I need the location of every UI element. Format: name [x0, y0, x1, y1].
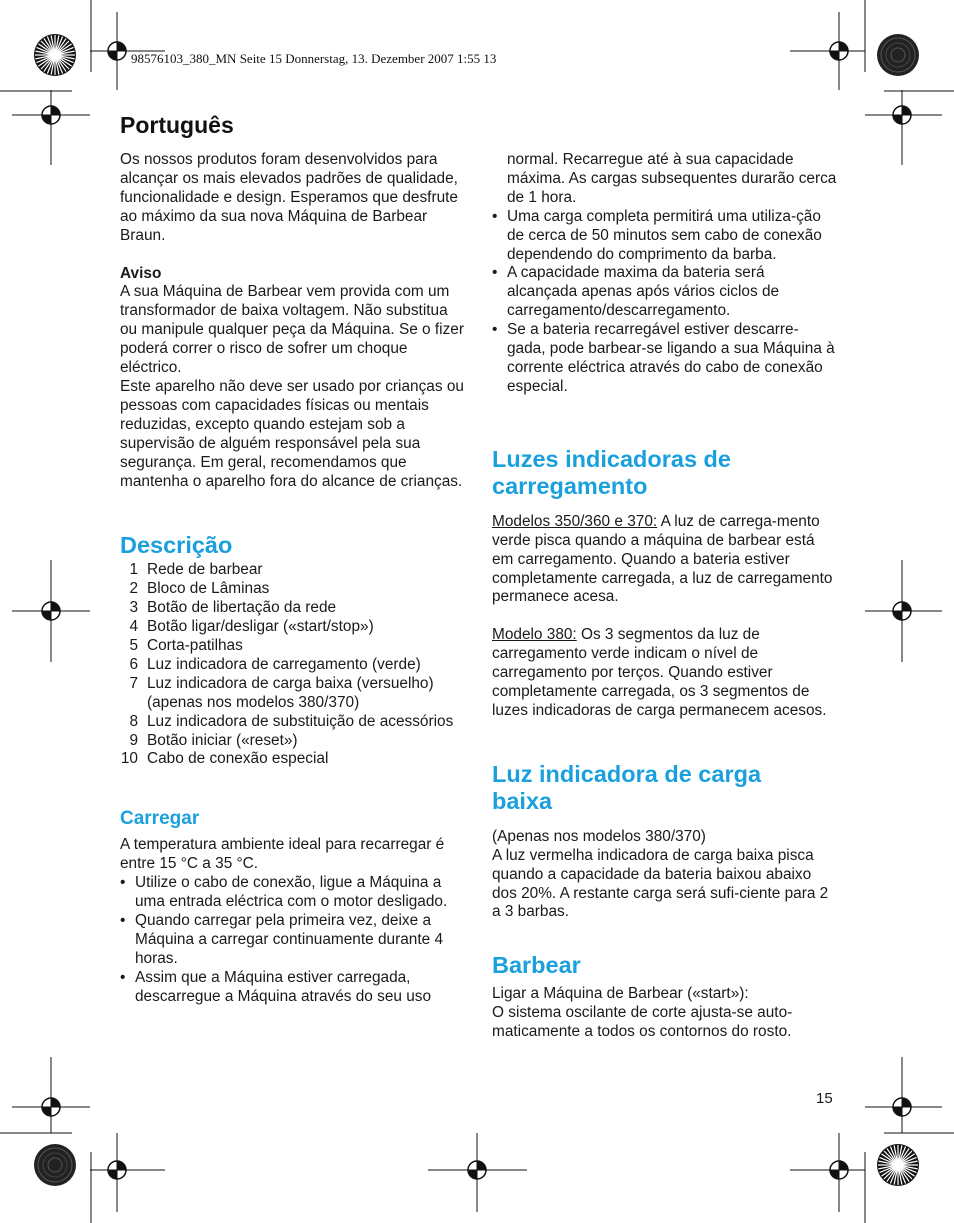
list-item: 4 Botão ligar/desligar («start/stop») [129, 618, 374, 636]
list-item: 2 Bloco de Lâminas [129, 580, 270, 598]
charge-lights-paragraph-1: Modelos 350/360 e 370: A luz de carrega-mento verde pisca quando a máquina de barbear está em carregamento. Quando a bateria estiver completamente carregada, a luz de carregamento permanece acesa. [492, 512, 833, 606]
charging-intro: A temperatura ambiente ideal para recarregar é entre 15 °C a 35 °C. [120, 836, 445, 873]
charge-lights-paragraph-2: Modelo 380: Os 3 segmentos da luz de carregamento verde indicam o nível de carregamento por terços. Quando estiver completamente carregada, os 3 segmentos de luzes indicadoras de carga permanecem acesos. [492, 626, 827, 719]
list-item: • Quando carregar pela primeira vez, deixe a Máquina a carregar continuamente durante 4 horas. [120, 912, 465, 969]
charging-continuation: normal. Recarregue até à sua capacidade máxima. As cargas subsequentes durarão cerca de 1 hora. [507, 151, 837, 206]
list-item: 10 Cabo de conexão especial [120, 750, 329, 768]
list-item: • A capacidade maxima da bateria será alcançada apenas após vários ciclos de carregamento/descarregamento. [492, 264, 837, 321]
page-number: 15 [816, 1090, 833, 1107]
charging-heading: Carregar [120, 808, 200, 830]
list-item: 6 Luz indicadora de carregamento (verde) [129, 655, 421, 673]
description-heading: Descrição [120, 532, 233, 559]
list-item: • Uma carga completa permitirá uma utiliza-ção de cerca de 50 minutos sem cabo de conexão dependendo do comprimento da barba. [492, 208, 837, 265]
list-item: • Se a bateria recarregável estiver descarre-gada, pode barbear-se ligando a sua Máquina à corrente eléctrica através do cabo de conexão especial. [492, 321, 837, 397]
warning-paragraph-1: A sua Máquina de Barbear vem provida com um transformador de baixa voltagem. Não substitua ou manipule qualquer peça da Máquina. Se o fizer poderá correr o risco de sofrer um choque eléctrico. [120, 283, 464, 377]
list-item: 9 Botão iniciar («reset») [129, 731, 298, 749]
print-slug: 98576103_380_MN Seite 15 Donnerstag, 13. Dezember 2007 1:55 13 [131, 51, 497, 66]
charge-lights-heading: Luzes indicadoras de carregamento [492, 445, 731, 499]
shaving-text: O sistema oscilante de corte ajusta-se auto-maticamente a todos os contornos do rosto. [492, 1004, 793, 1041]
low-charge-note: (Apenas nos modelos 380/370) [492, 827, 706, 845]
list-item: 3 Botão de libertação da rede [129, 599, 337, 617]
shaving-line-1: Ligar a Máquina de Barbear («start»): [492, 985, 749, 1003]
list-item: • Utilize o cabo de conexão, ligue a Máquina a uma entrada eléctrica com o motor desligado. [120, 874, 465, 912]
warning-paragraph-2: Este aparelho não deve ser usado por crianças ou pessoas com capacidades físicas ou mentais reduzidas, excepto quando estejam sob a supervisão de alguém responsável pela sua segurança. Em geral, recomendamos que mantenha o aparelho fora do alcance de crianças. [120, 377, 464, 490]
charging-list-continued [492, 208, 837, 397]
charging-list [120, 874, 465, 1006]
list-item: 1 Rede de barbear [129, 561, 263, 579]
warning-heading: Aviso [120, 264, 162, 282]
list-item: 5 Corta-patilhas [129, 637, 243, 655]
right-column [492, 151, 837, 1042]
shaving-heading: Barbear [492, 952, 581, 979]
low-charge-heading: Luz indicadora de carga baixa [492, 760, 762, 814]
left-column [120, 151, 465, 1007]
list-item: • Assim que a Máquina estiver carregada, descarregue a Máquina através do seu uso [120, 969, 465, 1007]
list-item: 8 Luz indicadora de substituição de acessórios [129, 712, 454, 730]
parts-list [120, 561, 465, 769]
page-title: Português [120, 112, 234, 138]
low-charge-text: A luz vermelha indicadora de carga baixa pisca quando a capacidade da bateria baixou abaixo dos 20%. A restante carga será sufi-ciente para 2 a 3 barbas. [492, 846, 829, 921]
intro-paragraph: Os nossos produtos foram desenvolvidos para alcançar os mais elevados padrões de qualidade, funcionalidade e design. Esperamos que desfrute ao máximo da sua nova Máquina de Barbear Braun. [120, 151, 458, 244]
list-item: 7 Luz indicadora de carga baixa (versuelho) (apenas nos modelos 380/370) [129, 674, 434, 711]
